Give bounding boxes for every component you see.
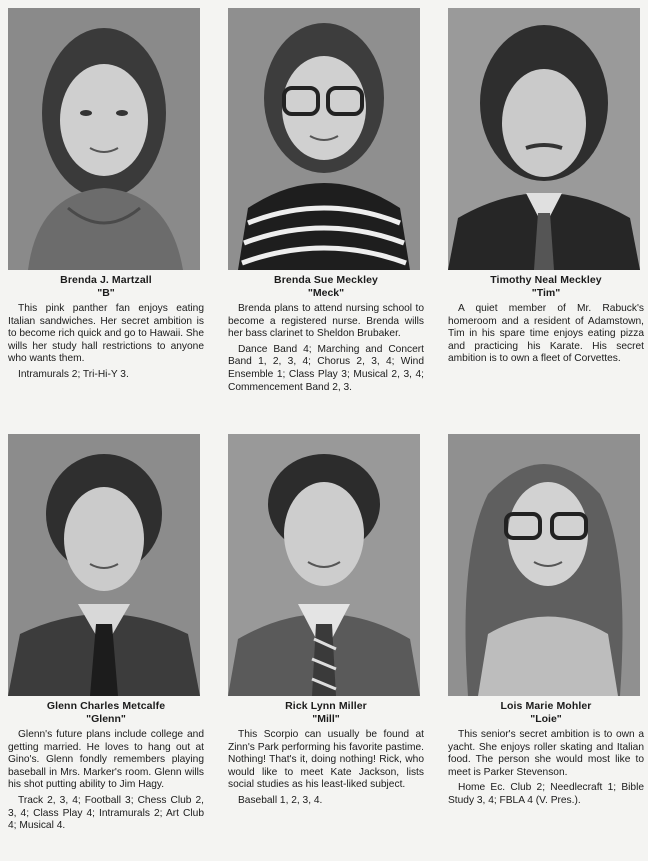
student-bio: This senior's secret ambition is to own a yacht. She enjoys roller skating and Italian food. The person she would most like to meet is Parker Stevenson. [448, 729, 644, 778]
senior-entry [228, 434, 424, 808]
student-nickname: "Glenn" [86, 713, 126, 725]
student-name: Lois Marie Mohler [500, 700, 592, 712]
portrait-photo [448, 8, 640, 270]
senior-entry [8, 8, 204, 382]
portrait-photo [8, 8, 200, 270]
student-name: Brenda J. Martzall [60, 274, 152, 286]
student-name: Brenda Sue Meckley [274, 274, 378, 286]
senior-entry [228, 8, 424, 394]
student-nickname: "Meck" [307, 287, 345, 299]
senior-entry [8, 434, 204, 833]
student-activities: Baseball 1, 2, 3, 4. [238, 794, 323, 806]
student-nickname: "Loie" [530, 713, 562, 725]
portrait-photo [448, 434, 640, 696]
student-bio: A quiet member of Mr. Rabuck's homeroom and a resident of Adamstown, Tim in his spare time enjoys eating pizza and practicing his Karate. His secret ambition is to own a fleet of Corvettes. [448, 303, 644, 365]
student-bio: Brenda plans to attend nursing school to become a registered nurse. Brenda wills her bass clarinet to Sheldon Brubaker. [228, 303, 424, 340]
student-bio: This Scorpio can usually be found at Zinn's Park performing his favorite pastime. Nothing! That's it, doing nothing! Rick, who would like to meet Kate Jackson, lists social studies as his least-liked subject. [228, 729, 424, 791]
student-activities: Intramurals 2; Tri-Hi-Y 3. [18, 368, 129, 380]
student-name: Timothy Neal Meckley [490, 274, 602, 286]
student-name: Glenn Charles Metcalfe [46, 700, 166, 712]
portrait-photo [228, 8, 420, 270]
student-nickname: "B" [97, 287, 115, 299]
portrait-photo [228, 434, 420, 696]
student-activities: Track 2, 3, 4; Football 3; Chess Club 2, 3, 4; Class Play 4; Intramurals 2; Art Club 4; Musical 4. [8, 794, 204, 832]
student-activities: Dance Band 4; Marching and Concert Band 1, 2, 3, 4; Chorus 2, 3, 4; Wind Ensemble 1; Class Play 3; Musical 2, 3, 4; Commencement Band 2, 3. [228, 343, 424, 393]
student-nickname: "Tim" [531, 287, 561, 299]
student-activities: Home Ec. Club 2; Needlecraft 1; Bible Study 3, 4; FBLA 4 (V. Pres.). [448, 782, 644, 806]
senior-entry [448, 434, 644, 808]
student-name: Rick Lynn Miller [285, 700, 367, 712]
senior-entry [448, 8, 644, 369]
student-nickname: "Mill" [312, 713, 340, 725]
student-bio: Glenn's future plans include college and getting married. He loves to hang out at Gino's. Glenn fondly remembers playing baseball in Mrs. Marker's room. Glenn wills his shot putting ability to Jim Hagy. [8, 729, 204, 791]
student-bio: This pink panther fan enjoys eating Italian sandwiches. Her secret ambition is to become rich quick and go to Hawaii. She wills her study hall restrictions to anyone who wants them. [8, 303, 204, 365]
portrait-photo [8, 434, 200, 696]
